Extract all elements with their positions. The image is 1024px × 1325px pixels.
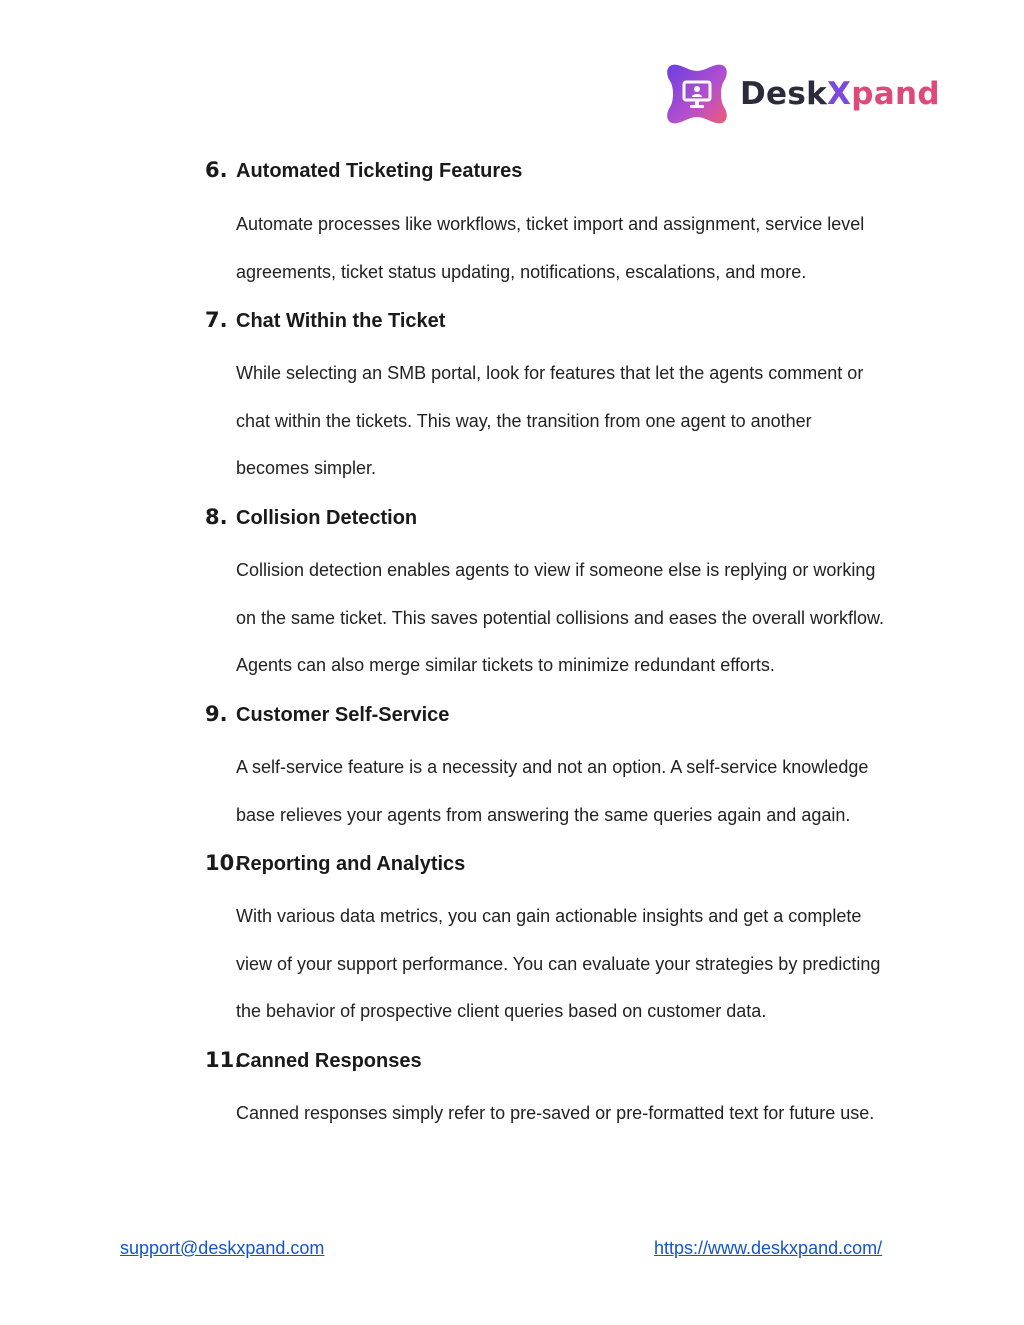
- paragraph-line: With various data metrics, you can gain actionable insights and get a complete: [236, 906, 862, 926]
- section-heading: Reporting and Analytics: [236, 853, 466, 875]
- paragraph-line: the behavior of prospective client queries based on customer data.: [236, 1001, 767, 1021]
- paragraph-line: chat within the tickets. This way, the transition from one agent to another: [236, 410, 812, 431]
- section-number: 7.: [205, 308, 228, 332]
- paragraph-line: Canned responses simply refer to pre-saved or pre-formatted text for future use.: [236, 1103, 875, 1123]
- paragraph-line: view of your support performance. You can evaluate your strategies by predicting: [236, 953, 881, 974]
- section-paragraph: [236, 350, 916, 493]
- section-number: 9.: [205, 702, 228, 726]
- paragraph-line: agreements, ticket status updating, notifications, escalations, and more.: [236, 261, 807, 282]
- section-heading: Automated Ticketing Features: [236, 160, 523, 182]
- monitor-logo-icon: [664, 61, 730, 127]
- section-paragraph: [236, 1090, 916, 1138]
- section-heading: Collision Detection: [236, 507, 418, 529]
- paragraph-line: Collision detection enables agents to view if someone else is replying or working: [236, 560, 876, 580]
- footer-website-link[interactable]: https://www.deskxpand.com/: [654, 1238, 883, 1258]
- paragraph-line: on the same ticket. This saves potential collisions and eases the overall workflow.: [236, 607, 884, 628]
- brand-name: [740, 76, 940, 112]
- section-heading: Chat Within the Ticket: [236, 310, 446, 332]
- section-number: 6.: [205, 158, 228, 182]
- paragraph-line: becomes simpler.: [236, 458, 377, 478]
- section-paragraph: [236, 744, 916, 839]
- brand-name-part1: Desk: [740, 76, 828, 112]
- paragraph-line: base relieves your agents from answering the same queries again and again.: [236, 804, 851, 825]
- section-heading: Canned Responses: [236, 1050, 422, 1072]
- section-paragraph: [236, 547, 916, 690]
- paragraph-line: While selecting an SMB portal, look for features that let the agents comment or: [236, 363, 864, 383]
- paragraph-line: A self-service feature is a necessity and not an option. A self-service knowledge: [236, 757, 869, 777]
- brand-name-part3: pand: [851, 76, 940, 112]
- brand-name-part2: X: [827, 76, 852, 112]
- section-number: 11.: [205, 1048, 243, 1072]
- paragraph-line: Agents can also merge similar tickets to minimize redundant efforts.: [236, 655, 775, 675]
- paragraph-line: Automate processes like workflows, ticket import and assignment, service level: [236, 214, 865, 234]
- section-number: 10.: [205, 851, 243, 875]
- section-paragraph: [236, 201, 916, 296]
- brand-logo: [664, 60, 940, 128]
- section-number: 8.: [205, 505, 228, 529]
- footer-email-link[interactable]: support@deskxpand.com: [120, 1238, 325, 1258]
- section-paragraph: [236, 893, 916, 1036]
- section-heading: Customer Self-Service: [236, 704, 450, 726]
